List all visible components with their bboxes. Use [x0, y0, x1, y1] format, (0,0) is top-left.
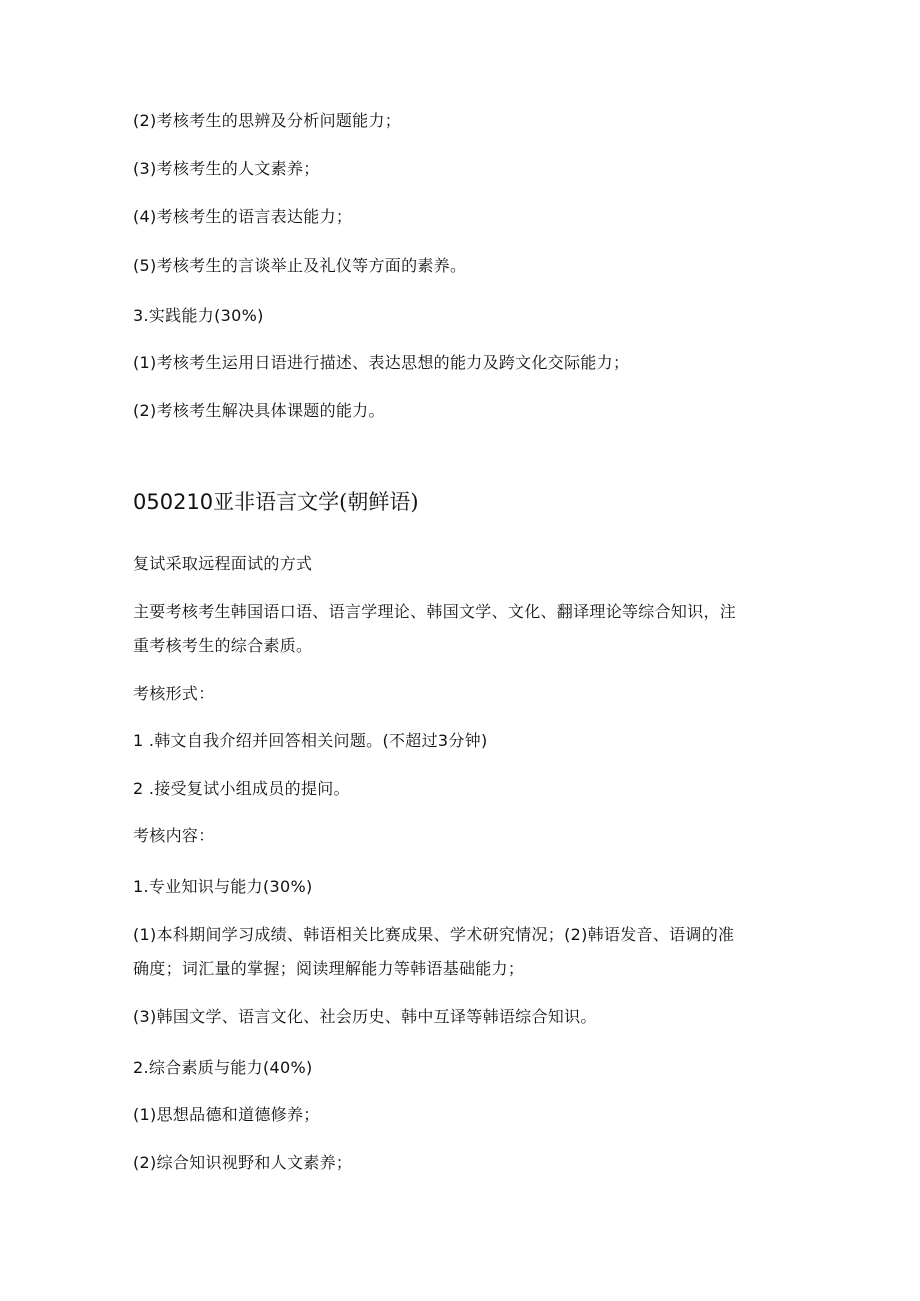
paragraph: (3)考核考生的人文素养；	[133, 159, 320, 178]
paragraph: (2)考核考生的思辨及分析问题能力；	[133, 111, 402, 130]
paragraph: 复试采取远程面试的方式	[133, 554, 313, 573]
list-item: 2 .接受复试小组成员的提问。	[133, 779, 350, 798]
paragraph: (2)考核考生解决具体课题的能力。	[133, 401, 385, 420]
paragraph: (1)考核考生运用日语进行描述、表达思想的能力及跨文化交际能力；	[133, 353, 630, 372]
paragraph: 主要考核考生韩国语口语、语言学理论、韩国文学、文化、翻译理论等综合知识，注	[133, 602, 737, 621]
paragraph: 重考核考生的综合素质。	[133, 636, 313, 655]
paragraph: (5)考核考生的言谈举止及礼仪等方面的素养。	[133, 256, 467, 275]
paragraph: 考核内容：	[133, 826, 215, 845]
paragraph: 考核形式：	[133, 684, 215, 703]
section-title: 亚非语言文学(朝鲜语)	[213, 490, 419, 514]
paragraph: 3.实践能力(30%)	[133, 306, 264, 325]
paragraph: (4)考核考生的语言表达能力；	[133, 207, 353, 226]
section-heading	[133, 489, 419, 515]
list-item: (1)思想品德和道德修养；	[133, 1105, 320, 1124]
section-code: 050210	[133, 490, 214, 514]
paragraph: (3)韩国文学、语言文化、社会历史、韩中互译等韩语综合知识。	[133, 1007, 597, 1026]
paragraph: 2.综合素质与能力(40%)	[133, 1058, 313, 1077]
list-item: (2)综合知识视野和人文素养；	[133, 1153, 353, 1172]
paragraph: 确度；词汇量的掌握；阅读理解能力等韩语基础能力；	[133, 959, 525, 978]
paragraph: 1.专业知识与能力(30%)	[133, 877, 313, 896]
paragraph: (1)本科期间学习成绩、韩语相关比赛成果、学术研究情况；(2)韩语发音、语调的准	[133, 925, 735, 944]
list-item: 1 .韩文自我介绍并回答相关问题。(不超过3分钟)	[133, 731, 488, 750]
